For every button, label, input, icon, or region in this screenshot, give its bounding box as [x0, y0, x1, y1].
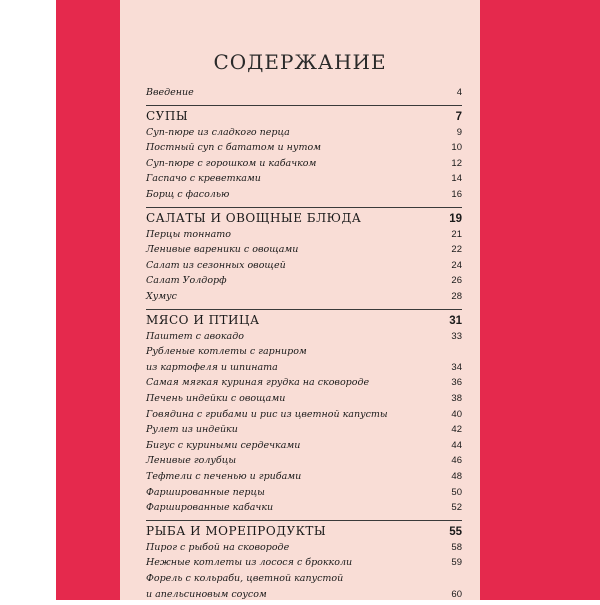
page-number: 59	[451, 557, 462, 569]
toc-entry[interactable]	[146, 331, 462, 347]
page-number: 34	[451, 361, 462, 373]
entry-title: Салат Уолдорф	[146, 275, 227, 287]
toc-entry[interactable]	[146, 260, 462, 276]
section-title: РЫБА И МОРЕПРОДУКТЫ	[146, 523, 327, 538]
page-number: 24	[451, 259, 462, 271]
entry-title: Самая мягкая куриная грудка на сковороде	[146, 377, 370, 389]
section-rule	[146, 309, 462, 310]
section-rule	[146, 207, 462, 208]
toc-entry[interactable]	[146, 127, 462, 143]
entry-title: Введение	[146, 87, 194, 98]
page-number: 31	[449, 314, 462, 327]
entry-title: Перцы тоннато	[146, 228, 232, 240]
toc-section-heading[interactable]	[146, 313, 462, 329]
page-number: 19	[449, 212, 462, 225]
toc-entry[interactable]	[146, 557, 462, 573]
entry-title: Гаспачо с креветками	[146, 173, 261, 185]
page-number: 10	[451, 142, 462, 154]
page-number: 40	[451, 408, 462, 420]
toc-entry[interactable]	[146, 87, 462, 103]
section-title: СУПЫ	[146, 108, 189, 123]
page-number: 33	[451, 330, 462, 342]
page-title: СОДЕРЖАНИЕ	[213, 50, 387, 74]
entry-title: Тефтели с печенью и грибами	[146, 471, 302, 482]
section-rule	[146, 520, 462, 521]
toc-entry[interactable]	[146, 502, 462, 518]
entry-title: Салат из сезонных овощей	[146, 259, 286, 271]
toc-entry[interactable]	[146, 142, 462, 158]
entry-title: Фаршированные перцы	[146, 486, 265, 498]
toc-entry[interactable]	[146, 393, 462, 409]
toc-page	[120, 0, 480, 600]
page-number: 12	[451, 157, 462, 169]
toc-entry[interactable]	[146, 455, 462, 471]
toc-entry[interactable]	[146, 424, 462, 440]
page-number: 22	[451, 244, 462, 256]
page-number: 52	[451, 502, 462, 514]
page-number: 44	[451, 439, 462, 451]
entry-title: Рулет из индейки	[146, 424, 238, 436]
toc-entry[interactable]	[146, 440, 462, 456]
entry-title: Нежные котлеты из лосося с брокколи	[146, 557, 353, 569]
entry-title: Форель с кольраби, цветной капустой	[146, 573, 344, 584]
toc-entry[interactable]	[146, 377, 462, 393]
entry-title: Печень индейки с овощами	[146, 393, 286, 404]
toc-entry[interactable]	[146, 244, 462, 260]
page-number: 4	[456, 87, 462, 98]
toc-entry[interactable]	[146, 229, 462, 245]
entry-title: и апельсиновым соусом	[146, 588, 267, 600]
page-number: 38	[451, 393, 462, 404]
section-rule	[146, 105, 462, 106]
toc-entry[interactable]	[146, 362, 462, 378]
toc-entry[interactable]	[146, 173, 462, 189]
toc-section-heading[interactable]	[146, 524, 462, 540]
page-number: 16	[451, 189, 462, 200]
page-number: 60	[451, 588, 462, 600]
left-red-band	[56, 0, 120, 600]
page-number: 48	[451, 471, 462, 482]
page-number: 55	[449, 525, 462, 538]
page-number: 9	[456, 126, 462, 138]
entry-title: Фаршированные кабачки	[146, 502, 274, 514]
entry-title: Рубленые котлеты с гарниром	[146, 346, 307, 358]
toc-entry[interactable]	[146, 346, 462, 362]
toc-entry[interactable]	[146, 589, 462, 605]
section-title: МЯСО И ПТИЦА	[146, 312, 260, 327]
page-number: 50	[451, 486, 462, 498]
entry-title: Борщ с фасолью	[146, 189, 230, 200]
page-number: 28	[451, 291, 462, 302]
entry-title: Ленивые голубцы	[146, 455, 237, 467]
page-number: 26	[451, 275, 462, 287]
entry-title: Паштет с авокадо	[146, 330, 244, 342]
entry-title: Суп-пюре из сладкого перца	[146, 126, 290, 138]
entry-title: Ленивые вареники с овощами	[146, 244, 299, 256]
page-number: 14	[451, 173, 462, 185]
toc-entry[interactable]	[146, 275, 462, 291]
entry-title: из картофеля и шпината	[146, 361, 278, 373]
entry-title: Говядина с грибами и рис из цветной капусты	[146, 408, 388, 420]
toc-section-heading[interactable]	[146, 211, 462, 227]
entry-title: Пирог с рыбой на сковороде	[146, 541, 290, 553]
toc-entry[interactable]	[146, 573, 462, 589]
entry-title: Суп-пюре с горошком и кабачком	[146, 157, 317, 169]
page-number: 46	[451, 455, 462, 467]
toc-entry[interactable]	[146, 487, 462, 503]
page-number: 42	[451, 424, 462, 436]
toc-entry[interactable]	[146, 471, 462, 487]
toc-entry[interactable]	[146, 542, 462, 558]
right-red-band	[480, 0, 600, 600]
page-number: 21	[451, 228, 462, 240]
page-number: 58	[451, 541, 462, 553]
toc-section-heading[interactable]	[146, 109, 462, 125]
toc-entry[interactable]	[146, 189, 462, 205]
toc-entry[interactable]	[146, 291, 462, 307]
page-number: 36	[451, 377, 462, 389]
entry-title: Хумус	[146, 291, 177, 302]
toc-entry[interactable]	[146, 409, 462, 425]
section-title: САЛАТЫ И ОВОЩНЫЕ БЛЮДА	[146, 210, 362, 225]
entry-title: Постный суп с бататом и нутом	[146, 142, 322, 154]
entry-title: Бигус с куриными сердечками	[146, 439, 301, 451]
page-number: 7	[455, 110, 462, 123]
toc-entry[interactable]	[146, 158, 462, 174]
